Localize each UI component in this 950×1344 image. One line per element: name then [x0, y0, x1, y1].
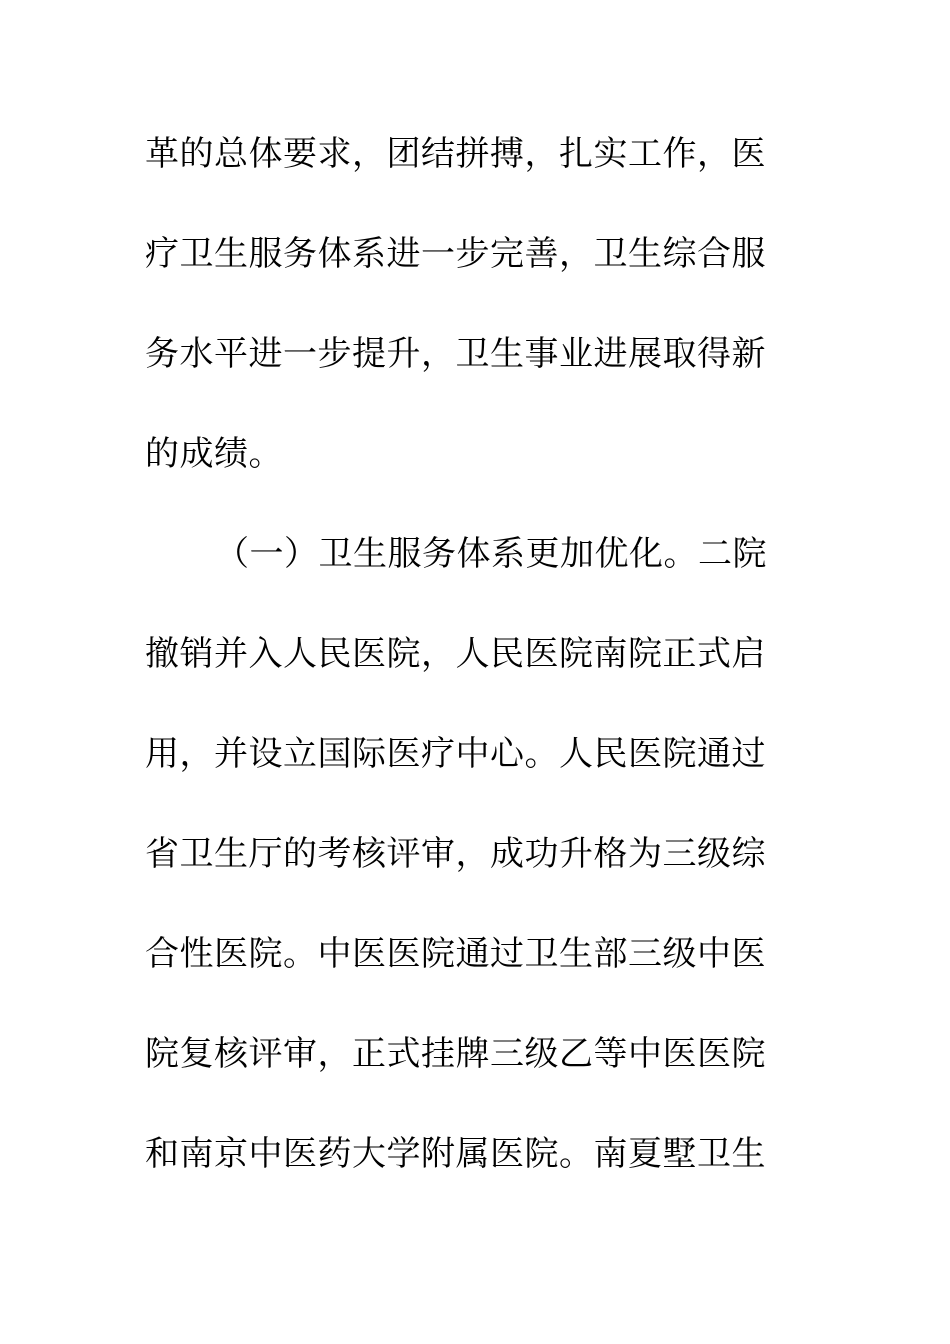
section-heading-line: （一）卫生服务体系更加优化。二院 [215, 534, 767, 574]
text-line: 院复核评审，正式挂牌三级乙等中医医院 [145, 1034, 766, 1074]
text-line: 疗卫生服务体系进一步完善，卫生综合服 [145, 234, 766, 274]
text-line: 和南京中医药大学附属医院。南夏墅卫生 [145, 1134, 766, 1174]
text-line: 革的总体要求，团结拼搏，扎实工作，医 [145, 134, 766, 174]
body-text [145, 124, 785, 1224]
text-line: 合性医院。中医医院通过卫生部三级中医 [145, 934, 766, 974]
text-line: 的成绩。 [145, 434, 283, 474]
text-line: 用，并设立国际医疗中心。人民医院通过 [145, 734, 766, 774]
text-line: 撤销并入人民医院，人民医院南院正式启 [145, 634, 766, 674]
text-line: 省卫生厅的考核评审，成功升格为三级综 [145, 834, 766, 874]
text-line: 务水平进一步提升，卫生事业进展取得新 [145, 334, 766, 374]
